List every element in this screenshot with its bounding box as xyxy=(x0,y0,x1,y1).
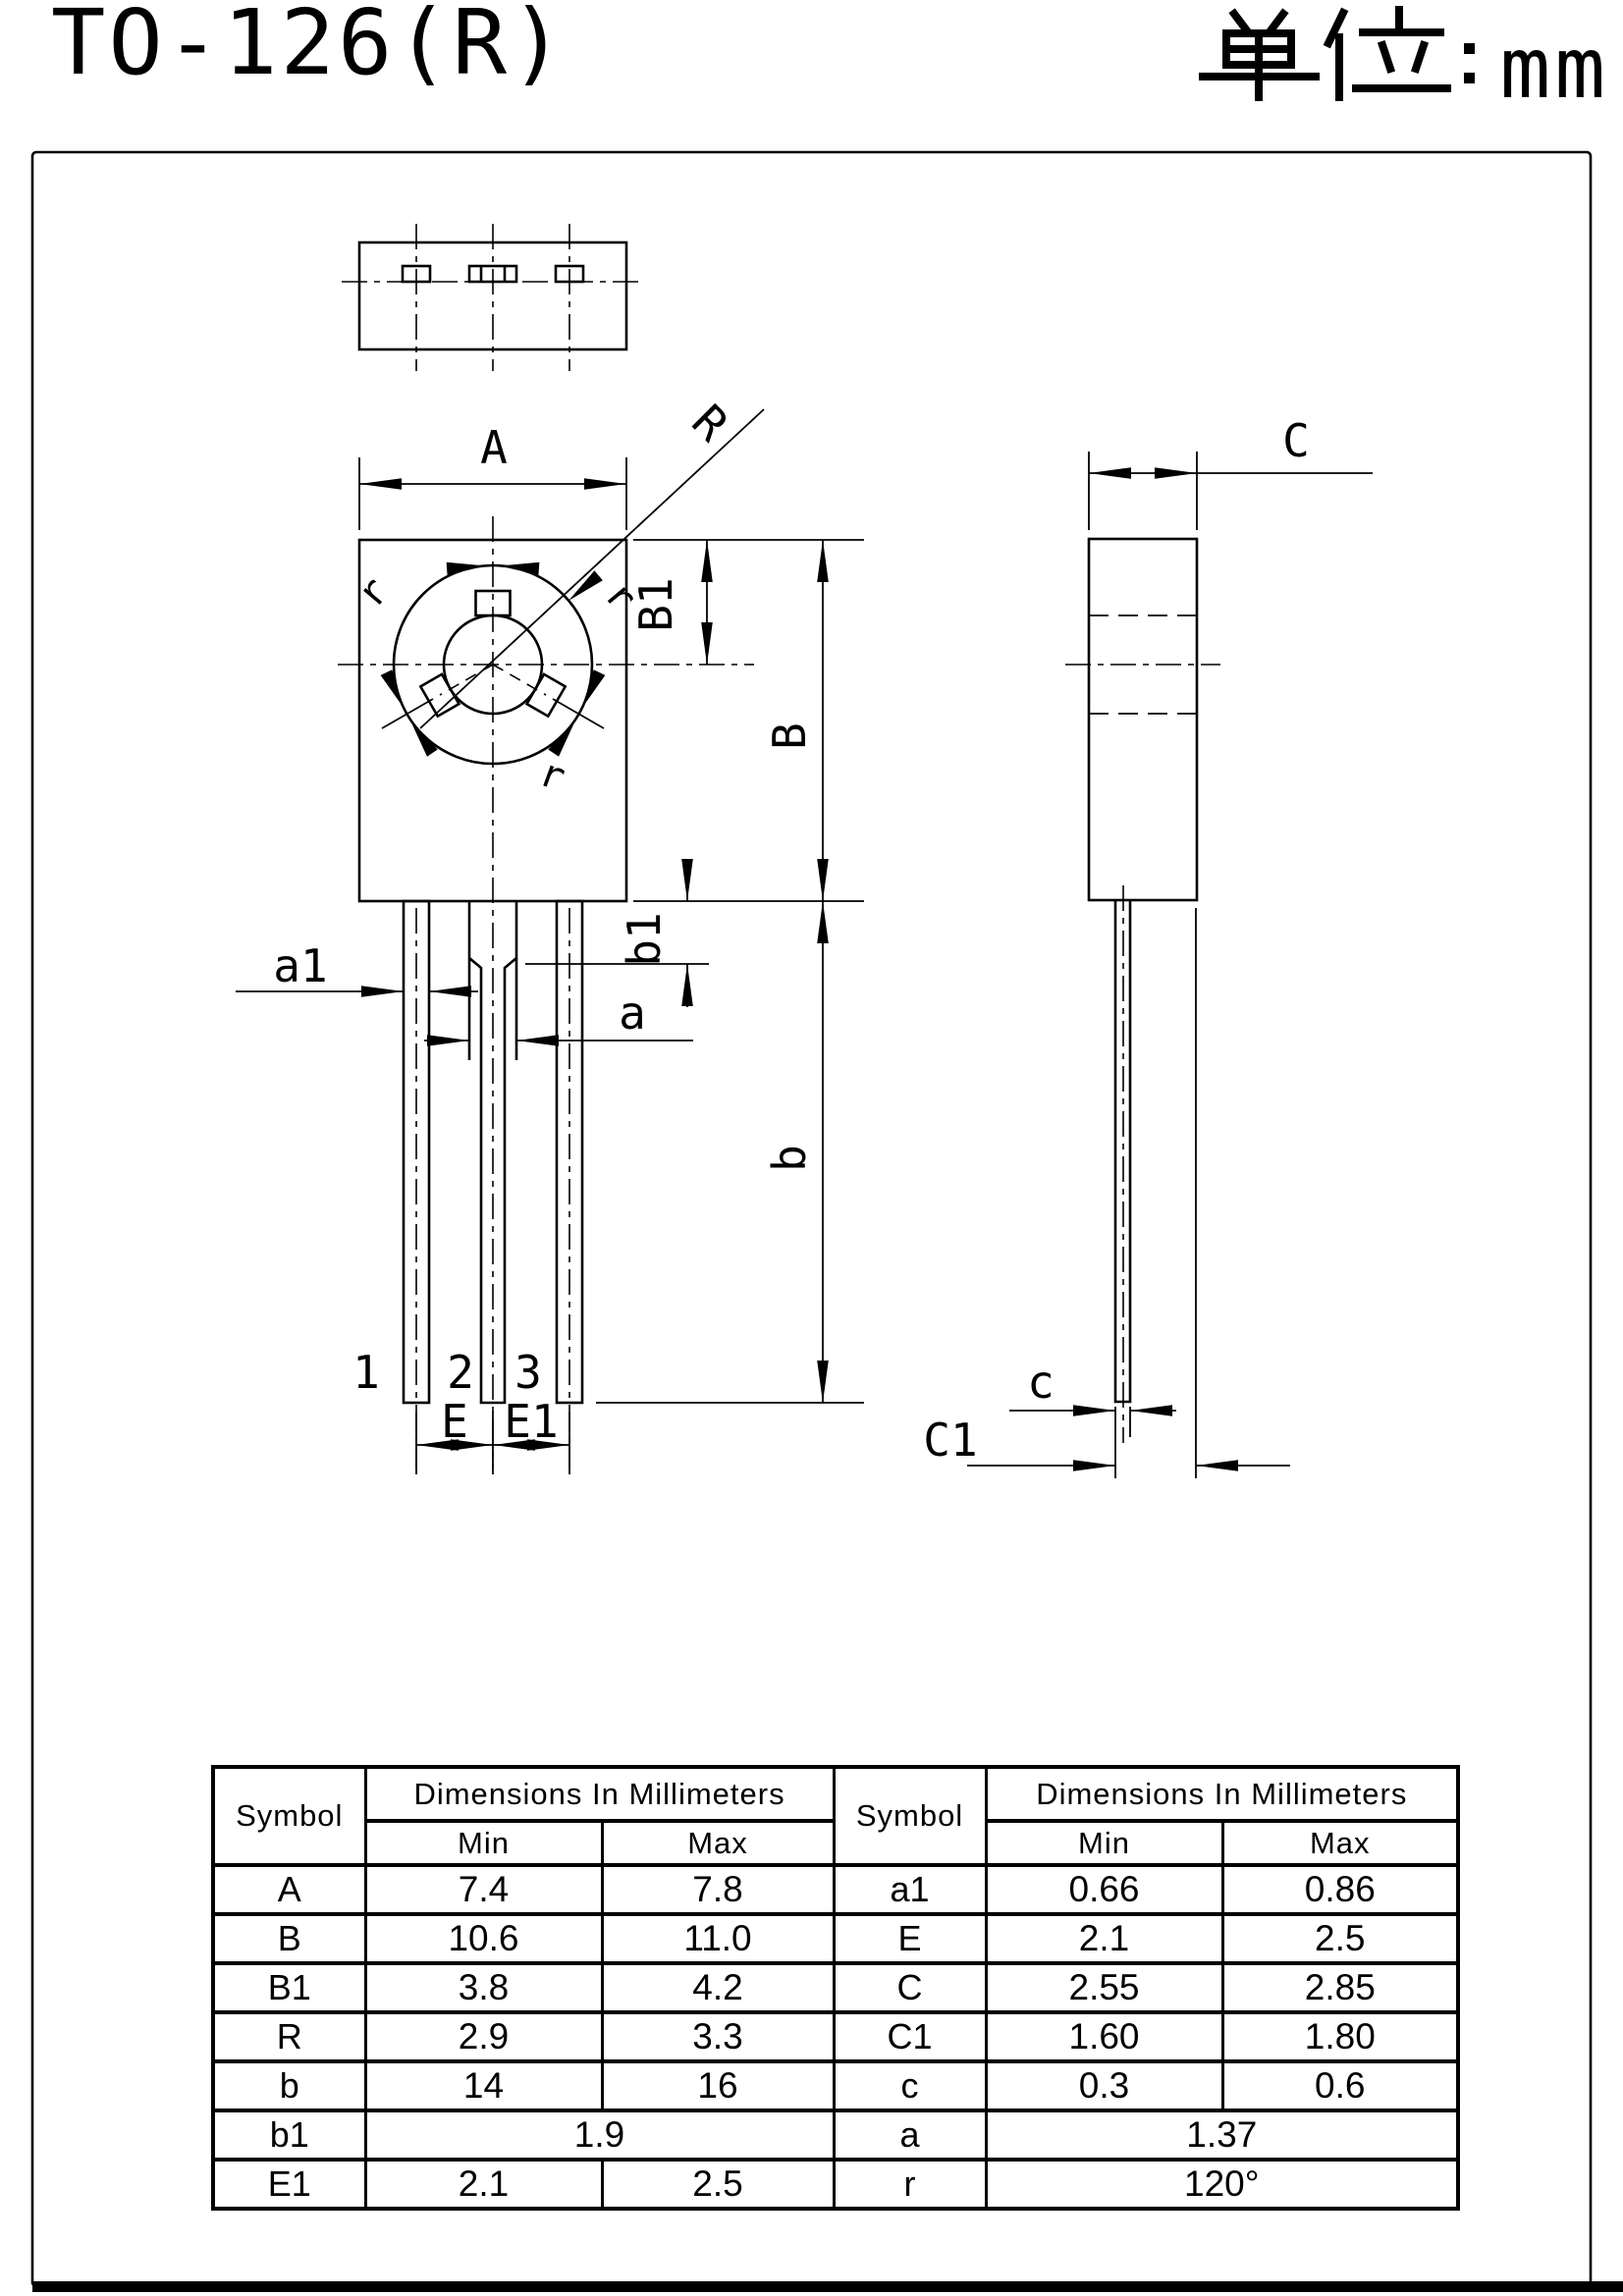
side-view-dimensions xyxy=(967,452,1373,1478)
col-header-symbol-left: Symbol xyxy=(213,1767,365,1865)
top-view xyxy=(342,224,645,371)
dim-label-C: C xyxy=(1282,414,1310,467)
front-view-labels xyxy=(273,395,816,1448)
min-cell: 0.66 xyxy=(986,1865,1222,1914)
dim-label-c: c xyxy=(1027,1356,1055,1409)
angle-label-r-left: r xyxy=(348,568,399,616)
table-row xyxy=(213,2110,1458,2160)
dim-label-b: b xyxy=(763,1145,816,1172)
table-row xyxy=(213,1963,1458,2012)
dim-label-a1: a1 xyxy=(273,939,328,992)
min-cell: 1.60 xyxy=(986,2012,1222,2061)
angle-label-r-bottom: r xyxy=(533,750,571,801)
min-cell: 2.55 xyxy=(986,1963,1222,2012)
min-cell: 7.4 xyxy=(365,1865,602,1914)
symbol-cell: A xyxy=(213,1865,365,1914)
dim-label-a: a xyxy=(619,987,646,1040)
dimensions-table xyxy=(211,1765,1460,2211)
merged-value-cell: 120° xyxy=(986,2160,1458,2209)
min-cell: 2.9 xyxy=(365,2012,602,2061)
symbol-cell: B xyxy=(213,1914,365,1963)
col-header-dimensions-right: Dimensions In Millimeters xyxy=(986,1767,1458,1821)
min-cell: 10.6 xyxy=(365,1914,602,1963)
max-cell: 16 xyxy=(602,2061,834,2110)
dim-label-E1: E1 xyxy=(504,1395,559,1448)
col-header-dimensions-left: Dimensions In Millimeters xyxy=(365,1767,834,1821)
col-header-symbol-right: Symbol xyxy=(834,1767,986,1865)
table-row xyxy=(213,1865,1458,1914)
dim-label-B: B xyxy=(763,722,816,750)
symbol-cell: B1 xyxy=(213,1963,365,2012)
symbol-cell: E xyxy=(834,1914,986,1963)
symbol-cell: a1 xyxy=(834,1865,986,1914)
min-cell: 3.8 xyxy=(365,1963,602,2012)
dim-label-C1: C1 xyxy=(923,1414,978,1467)
min-cell: 2.1 xyxy=(365,2160,602,2209)
symbol-cell: E1 xyxy=(213,2160,365,2209)
angle-label-r-right: r xyxy=(595,572,646,620)
min-cell: 0.3 xyxy=(986,2061,1222,2110)
max-cell: 1.80 xyxy=(1222,2012,1458,2061)
min-cell: 14 xyxy=(365,2061,602,2110)
symbol-cell: r xyxy=(834,2160,986,2209)
front-view-dimensions xyxy=(236,409,864,1474)
dim-label-A: A xyxy=(480,421,508,474)
symbol-cell: C1 xyxy=(834,2012,986,2061)
pin-number-2: 2 xyxy=(447,1346,474,1399)
dim-label-E: E xyxy=(441,1395,468,1448)
max-cell: 7.8 xyxy=(602,1865,834,1914)
symbol-cell: a xyxy=(834,2110,986,2160)
col-header-max-right: Max xyxy=(1222,1821,1458,1865)
dim-label-R: R xyxy=(681,394,739,452)
page-title: TO-126(R) xyxy=(51,0,568,95)
col-header-min-right: Min xyxy=(986,1821,1222,1865)
max-cell: 2.5 xyxy=(1222,1914,1458,1963)
symbol-cell: b xyxy=(213,2061,365,2110)
max-cell: 0.86 xyxy=(1222,1865,1458,1914)
table-header-row-1 xyxy=(213,1767,1458,1821)
min-cell: 2.1 xyxy=(986,1914,1222,1963)
pin-number-1: 1 xyxy=(352,1346,380,1399)
symbol-cell: R xyxy=(213,2012,365,2061)
max-cell: 2.85 xyxy=(1222,1963,1458,2012)
max-cell: 3.3 xyxy=(602,2012,834,2061)
dim-label-b1: b1 xyxy=(618,912,671,967)
max-cell: 2.5 xyxy=(602,2160,834,2209)
table-row xyxy=(213,1914,1458,1963)
side-view xyxy=(1065,539,1220,1443)
table-row xyxy=(213,2061,1458,2110)
symbol-cell: c xyxy=(834,2061,986,2110)
col-header-min-left: Min xyxy=(365,1821,602,1865)
pin-number-3: 3 xyxy=(514,1346,542,1399)
max-cell: 11.0 xyxy=(602,1914,834,1963)
unit-mm-text: mm xyxy=(1499,20,1609,119)
max-cell: 4.2 xyxy=(602,1963,834,2012)
merged-value-cell: 1.37 xyxy=(986,2110,1458,2160)
symbol-cell: b1 xyxy=(213,2110,365,2160)
table-row xyxy=(213,2012,1458,2061)
max-cell: 0.6 xyxy=(1222,2061,1458,2110)
dim-label-B1: B1 xyxy=(629,577,682,632)
merged-value-cell: 1.9 xyxy=(365,2110,834,2160)
symbol-cell: C xyxy=(834,1963,986,2012)
col-header-max-left: Max xyxy=(602,1821,834,1865)
table-row xyxy=(213,2160,1458,2209)
